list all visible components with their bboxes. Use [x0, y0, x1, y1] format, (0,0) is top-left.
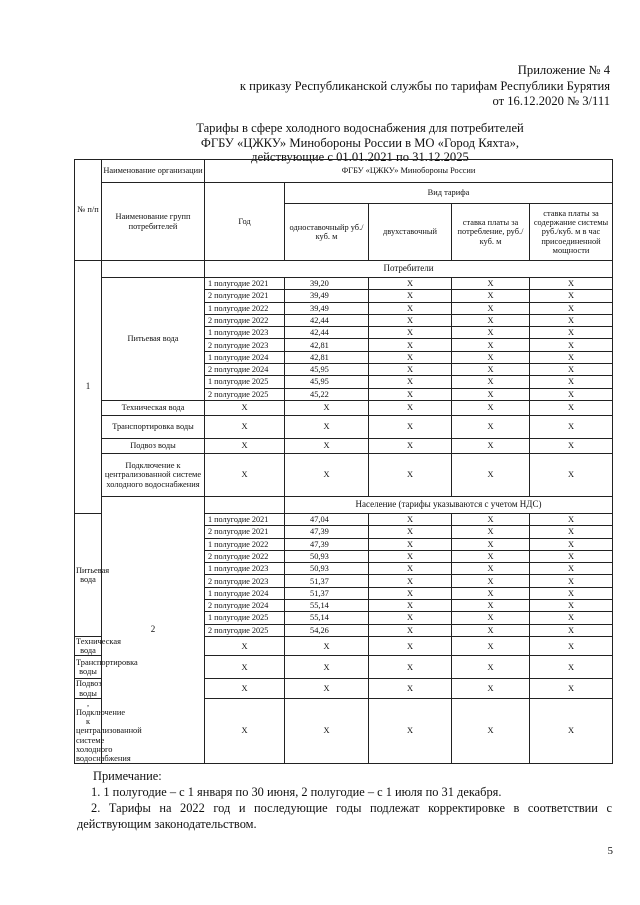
service-name: , Подключение к централизованной системе холодного водоснабжения [76, 698, 142, 763]
x-cell: X [205, 656, 285, 679]
x-cell: X [205, 415, 285, 438]
section-2-blank [205, 496, 285, 513]
x-cell: X [452, 376, 530, 388]
x-cell: X [369, 513, 452, 525]
x-cell: X [369, 376, 452, 388]
service-name: Подключение к централизованной системе холодного водоснабжения [102, 453, 205, 496]
x-cell: X [530, 679, 613, 698]
x-cell: X [285, 656, 369, 679]
value-cell: 47,39 [285, 538, 369, 550]
x-cell: X [452, 290, 530, 302]
x-cell: X [452, 314, 530, 326]
table-row [75, 415, 613, 438]
x-cell: X [369, 698, 452, 763]
table-row [75, 278, 613, 290]
period-cell: 2 полугодие 2022 [205, 314, 285, 326]
x-cell: X [369, 538, 452, 550]
value-cell: 54,26 [285, 624, 369, 636]
section-2-title: Население (тарифы указываются с учетом НДС) [285, 496, 613, 513]
x-cell: X [369, 600, 452, 612]
value-cell: 51,37 [285, 575, 369, 587]
x-cell: X [285, 636, 369, 655]
period-cell: 2 полугодие 2021 [205, 290, 285, 302]
service-name: Подвоз воды [76, 679, 102, 698]
period-cell: 1 полугодие 2023 [205, 563, 285, 575]
document-title [120, 121, 600, 165]
title-line-1: Тарифы в сфере холодного водоснабжения для потребителей [196, 121, 524, 135]
x-cell: X [530, 656, 613, 679]
table-row [75, 400, 613, 415]
header-double-rate: двухставочный [369, 204, 452, 261]
x-cell: X [452, 438, 530, 453]
service-name: Техническая вода [102, 400, 205, 415]
x-cell: X [369, 656, 452, 679]
header-year: Год [205, 183, 285, 261]
value-cell: 39,49 [285, 302, 369, 314]
x-cell: X [369, 388, 452, 400]
value-cell: 42,81 [285, 339, 369, 351]
value-cell: 42,81 [285, 351, 369, 363]
x-cell: X [452, 453, 530, 496]
x-cell: X [369, 327, 452, 339]
x-cell: X [530, 600, 613, 612]
x-cell: X [369, 290, 452, 302]
x-cell: X [205, 698, 285, 763]
x-cell: X [452, 600, 530, 612]
x-cell: X [452, 526, 530, 538]
x-cell: X [369, 563, 452, 575]
x-cell: X [369, 679, 452, 698]
x-cell: X [530, 388, 613, 400]
x-cell: X [369, 636, 452, 655]
x-cell: X [369, 612, 452, 624]
x-cell: X [369, 351, 452, 363]
notes [77, 768, 612, 832]
period-cell: 1 полугодие 2024 [205, 351, 285, 363]
x-cell: X [452, 400, 530, 415]
x-cell: X [369, 624, 452, 636]
x-cell: X [452, 679, 530, 698]
x-cell: X [452, 388, 530, 400]
x-cell: X [530, 351, 613, 363]
x-cell: X [369, 550, 452, 562]
header-org-name: ФГБУ «ЦЖКУ» Минобороны России [205, 160, 613, 183]
appendix-line-2: к приказу Республиканской службы по тарифам Республики Бурятия [239, 78, 610, 93]
x-cell: X [369, 438, 452, 453]
x-cell: X [530, 364, 613, 376]
x-cell: X [369, 587, 452, 599]
period-cell: 2 полугодие 2025 [205, 388, 285, 400]
x-cell: X [530, 415, 613, 438]
x-cell: X [452, 624, 530, 636]
section-2-drinking-water: Питьевая вода [75, 513, 102, 636]
x-cell: X [452, 575, 530, 587]
x-cell: X [530, 636, 613, 655]
value-cell: 51,37 [285, 587, 369, 599]
header-tariff-type: Вид тарифа [285, 183, 613, 204]
value-cell: 45,95 [285, 376, 369, 388]
x-cell: X [530, 376, 613, 388]
x-cell: X [369, 526, 452, 538]
table-row [75, 453, 613, 496]
tariff-table [74, 159, 613, 764]
period-cell: 1 полугодие 2021 [205, 513, 285, 525]
x-cell: X [452, 538, 530, 550]
header-org: Наименование организации [102, 160, 205, 183]
x-cell: X [530, 339, 613, 351]
x-cell: X [369, 278, 452, 290]
x-cell: X [452, 364, 530, 376]
section-1-title: Потребители [205, 261, 613, 278]
x-cell: X [285, 698, 369, 763]
x-cell: X [205, 636, 285, 655]
title-line-2: ФГБУ «ЦЖКУ» Минобороны России в МО «Город Кяхта», [200, 135, 520, 150]
appendix-header [240, 63, 610, 110]
x-cell: X [452, 563, 530, 575]
x-cell: X [285, 679, 369, 698]
x-cell: X [369, 364, 452, 376]
x-cell: X [452, 550, 530, 562]
header-rate-consumption: ставка платы за потребление, руб./ куб. м [452, 204, 530, 261]
period-cell: 2 полугодие 2022 [205, 550, 285, 562]
period-cell: 2 полугодие 2024 [205, 364, 285, 376]
x-cell: X [369, 415, 452, 438]
value-cell: 42,44 [285, 327, 369, 339]
period-cell: 2 полугодие 2024 [205, 600, 285, 612]
x-cell: X [369, 453, 452, 496]
x-cell: X [285, 453, 369, 496]
appendix-line-1: Приложение № 4 [517, 63, 610, 77]
x-cell: X [205, 679, 285, 698]
x-cell: X [452, 351, 530, 363]
header-rate-maintenance: ставка платы за содержание системы руб./куб. м в час присоединенной мощности [530, 204, 613, 261]
period-cell: 2 полугодие 2023 [205, 339, 285, 351]
service-name: Техническая вода [76, 636, 121, 656]
x-cell: X [452, 636, 530, 655]
notes-title: Примечание: [93, 769, 162, 783]
period-cell: 2 полугодие 2023 [205, 575, 285, 587]
x-cell: X [530, 587, 613, 599]
x-cell: X [452, 698, 530, 763]
note-1: 1. 1 полугодие – с 1 января по 30 июня, 2 полугодие – с 1 июля по 31 декабря. [91, 785, 502, 799]
x-cell: X [530, 314, 613, 326]
x-cell: X [530, 563, 613, 575]
x-cell: X [369, 400, 452, 415]
x-cell: X [285, 415, 369, 438]
value-cell: 39,20 [285, 278, 369, 290]
x-cell: X [530, 327, 613, 339]
section-1-blank [102, 261, 205, 278]
page-number: 5 [607, 845, 613, 857]
x-cell: X [530, 698, 613, 763]
value-cell: 45,95 [285, 364, 369, 376]
x-cell: X [530, 624, 613, 636]
appendix-line-3: от 16.12.2020 № 3/111 [492, 94, 610, 108]
x-cell: X [369, 314, 452, 326]
value-cell: 50,93 [285, 550, 369, 562]
value-cell: 47,04 [285, 513, 369, 525]
table-row [75, 438, 613, 453]
x-cell: X [285, 438, 369, 453]
service-name: Подвоз воды [102, 438, 205, 453]
header-num: № п/п [75, 160, 102, 261]
x-cell: X [452, 327, 530, 339]
value-cell: 55,14 [285, 612, 369, 624]
section-1-num: 1 [75, 261, 102, 514]
period-cell: 1 полугодие 2022 [205, 538, 285, 550]
x-cell: X [205, 453, 285, 496]
x-cell: X [369, 575, 452, 587]
x-cell: X [452, 587, 530, 599]
x-cell: X [452, 612, 530, 624]
period-cell: 2 полугодие 2021 [205, 526, 285, 538]
x-cell: X [530, 278, 613, 290]
value-cell: 39,49 [285, 290, 369, 302]
x-cell: X [530, 438, 613, 453]
value-cell: 45,22 [285, 388, 369, 400]
x-cell: X [530, 513, 613, 525]
x-cell: X [530, 302, 613, 314]
section-2-num: 2 [102, 496, 205, 763]
x-cell: X [530, 400, 613, 415]
period-cell: 1 полугодие 2022 [205, 302, 285, 314]
period-cell: 1 полугодие 2021 [205, 278, 285, 290]
x-cell: X [452, 656, 530, 679]
x-cell: X [452, 415, 530, 438]
x-cell: X [452, 513, 530, 525]
value-cell: 47,39 [285, 526, 369, 538]
x-cell: X [452, 278, 530, 290]
x-cell: X [205, 400, 285, 415]
value-cell: 55,14 [285, 600, 369, 612]
note-2: 2. Тарифы на 2022 год и последующие годы подлежат корректировке в соответствии с действующим законодательством. [77, 801, 612, 831]
x-cell: X [205, 438, 285, 453]
value-cell: 50,93 [285, 563, 369, 575]
period-cell: 2 полугодие 2025 [205, 624, 285, 636]
period-cell: 1 полугодие 2024 [205, 587, 285, 599]
x-cell: X [530, 290, 613, 302]
x-cell: X [369, 339, 452, 351]
x-cell: X [530, 575, 613, 587]
period-cell: 1 полугодие 2025 [205, 612, 285, 624]
header-single-rate: одноставочныйр уб./ куб. м [285, 204, 369, 261]
service-name: Транспортировка воды [75, 656, 102, 679]
value-cell: 42,44 [285, 314, 369, 326]
period-cell: 1 полугодие 2025 [205, 376, 285, 388]
x-cell: X [530, 453, 613, 496]
x-cell: X [369, 302, 452, 314]
period-cell: 1 полугодие 2023 [205, 327, 285, 339]
x-cell: X [530, 612, 613, 624]
section-1-drinking-water: Питьевая вода [102, 278, 205, 401]
x-cell: X [285, 400, 369, 415]
header-group: Наименование групп потребителей [102, 183, 205, 261]
x-cell: X [452, 302, 530, 314]
x-cell: X [530, 526, 613, 538]
x-cell: X [530, 538, 613, 550]
service-name: Транспортировка воды [102, 415, 205, 438]
title-line-3: действующие с 01.01.2021 по 31.12.2025 [251, 150, 469, 164]
x-cell: X [530, 550, 613, 562]
x-cell: X [452, 339, 530, 351]
